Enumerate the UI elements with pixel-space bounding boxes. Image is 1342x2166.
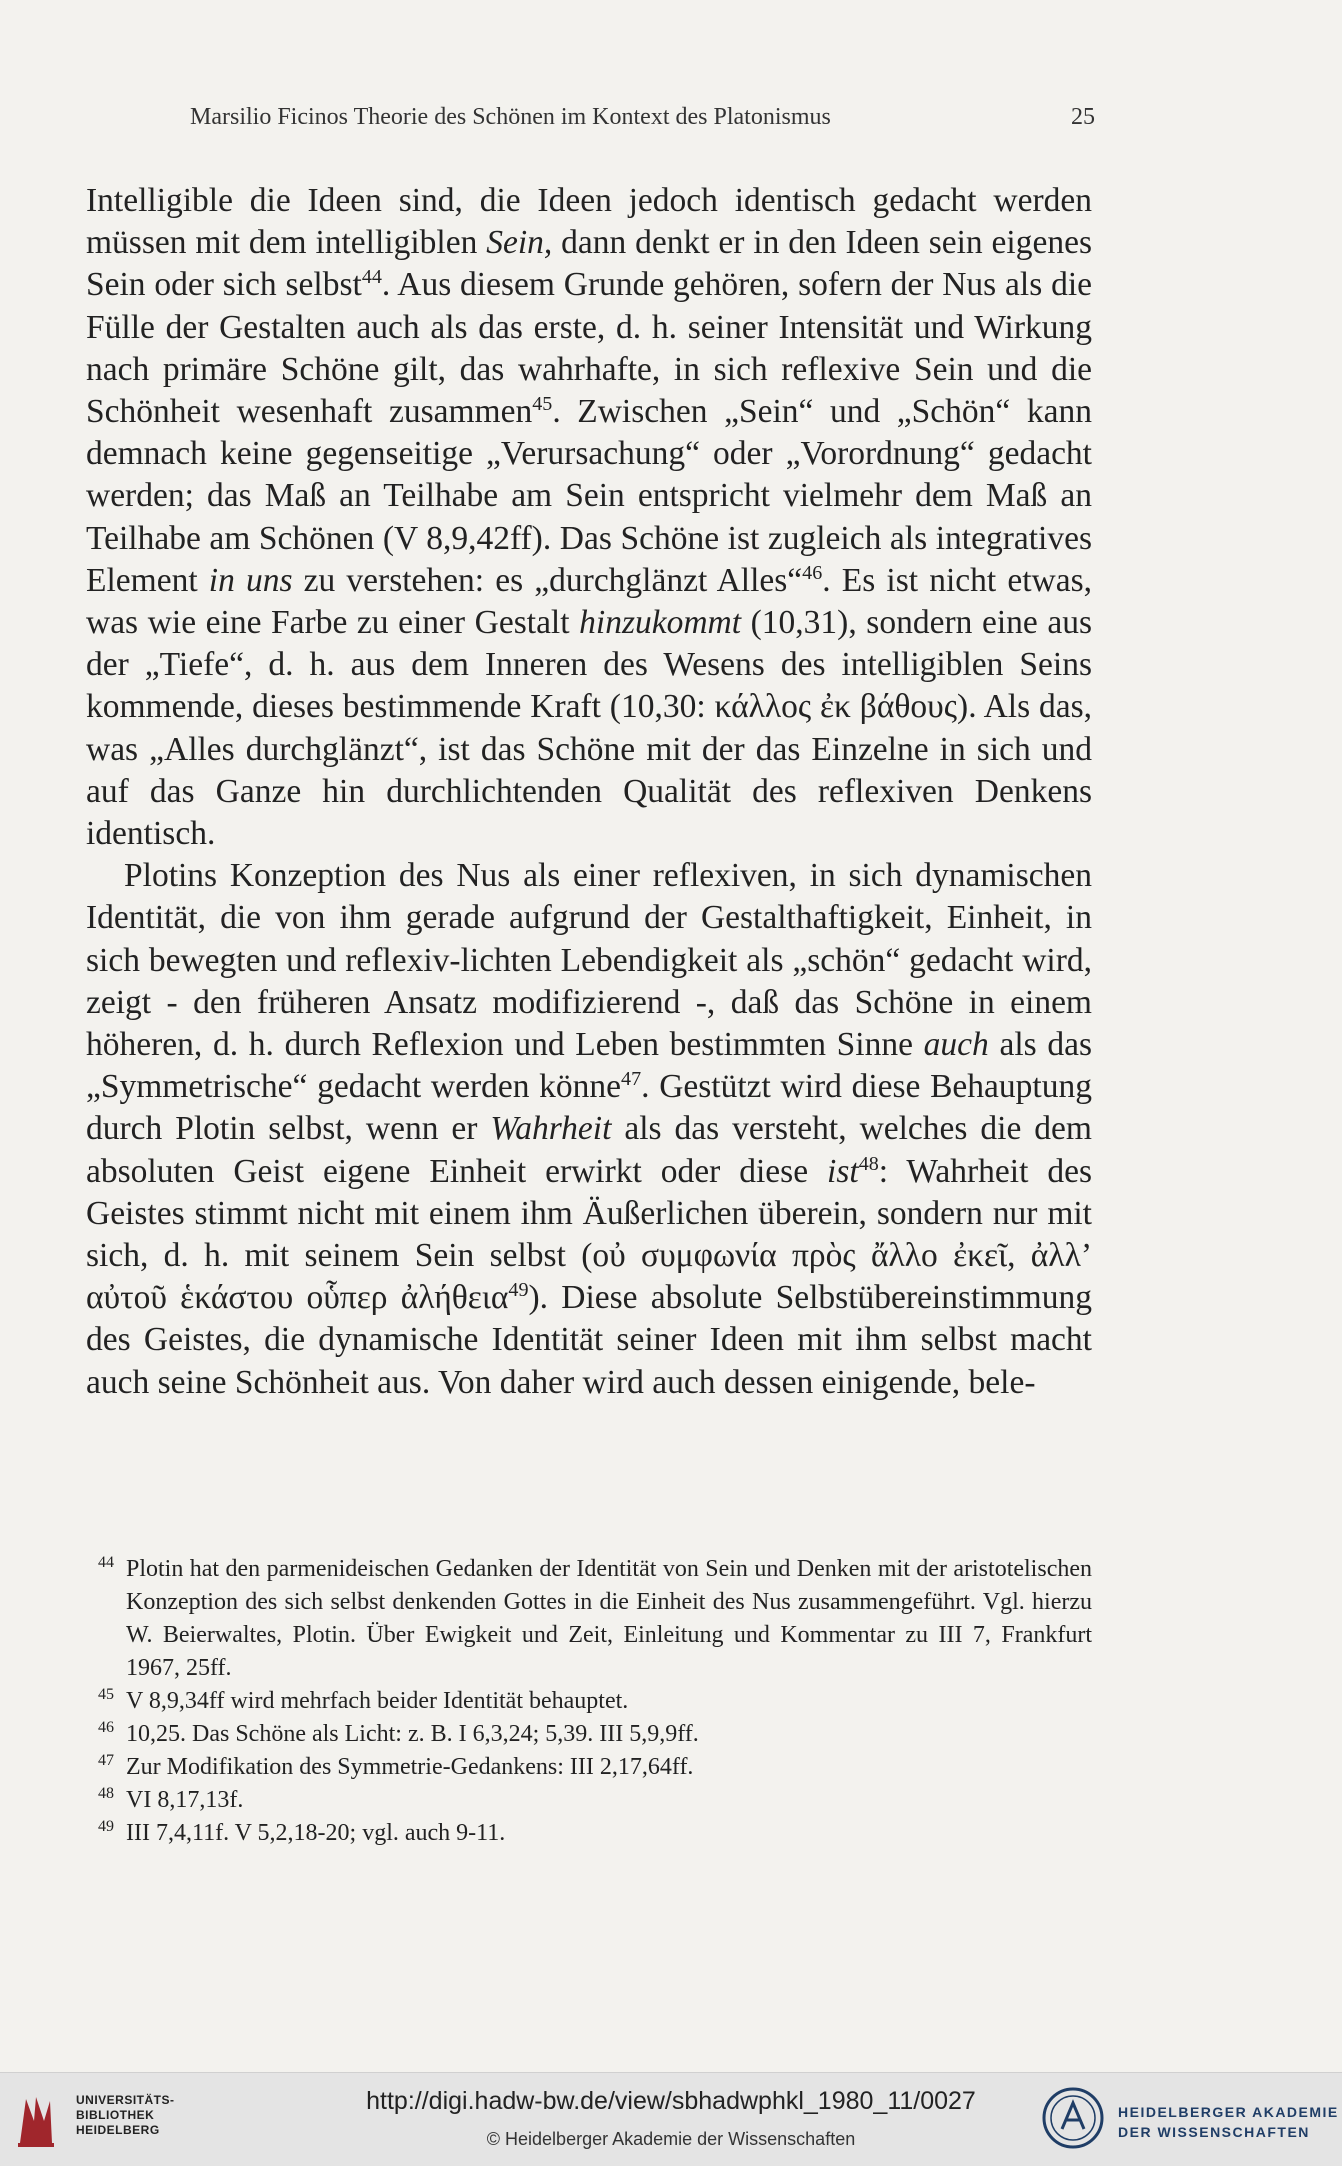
footnote-ref-48[interactable]: 48 bbox=[858, 1152, 879, 1175]
main-text bbox=[86, 180, 1092, 1404]
footnote: 44 Plotin hat den parmenideischen Gedanken der Identität von Sein und Denken mit der aristotelischen Konzeption des sich selbst denkenden Gottes in die Einheit des Nus zusammengeführt. Vgl. hierzu W. Beierwaltes, Plotin. Über Ewigkeit und Zeit, Einleitung und Kommentar zu III 7, Frankfurt 1967, 25ff. bbox=[98, 1554, 1092, 1681]
footnote-ref-49[interactable]: 49 bbox=[508, 1279, 529, 1302]
copyright-notice: © Heidelberger Akademie der Wissenschaften bbox=[486, 2129, 856, 2149]
footnote-text: V 8,9,34ff wird mehrfach beider Identität behauptet. bbox=[126, 1688, 629, 1714]
footnote: 45 V 8,9,34ff wird mehrfach beider Identität behauptet. bbox=[98, 1686, 629, 1714]
footnote-ref-47[interactable]: 47 bbox=[621, 1068, 642, 1091]
footnote: 48 VI 8,17,13f. bbox=[98, 1785, 244, 1813]
footnote: 49 III 7,4,11f. V 5,2,18-20; vgl. auch 9-11. bbox=[98, 1818, 506, 1846]
footnote: 46 10,25. Das Schöne als Licht: z. B. I 6,3,24; 5,39. III 5,9,9ff. bbox=[98, 1719, 699, 1747]
library-name: UNIVERSITÄTS- BIBLIOTHEK HEIDELBERG bbox=[76, 2093, 175, 2137]
paragraph-1: Intelligible die Ideen sind, die Ideen jedoch identisch gedacht werden müssen mit dem intelligiblen Sein, dann denkt er in den Ideen sein eigenes Sein oder sich selbst$^{44}$. Aus diesem Grunde gehören, sofern der Nus als die Fülle der Gestalten auch als das erste, d. h. seiner Intensität und Wirkung nach primäre Schöne gilt, das wahrhafte, in sich reflexive Sein und die Schönheit wesenhaft zusammen$^{45}$. Zwischen „Sein“ und „Schön“ kann demnach keine gegenseitige „Verursachung“ oder „Vorordnung“ gedacht werden; das Maß an Teilhabe am Sein entspricht vielmehr dem Maß an Teilhabe am Schönen (V 8,9,42ff). Das Schöne ist zugleich als integratives Element in uns zu verstehen: es „durchglänzt Alles“$^{46}$. Es ist nicht etwas, was wie eine Farbe zu einer Gestalt hinzukommt (10,31), sondern eine aus der „Tiefe“, d. h. aus dem Inneren des Wesens des intelligiblen Seins kommende, dieses bestimmende Kraft (10,30: κάλλος ἐκ βάθους). Als das, was „Alles durchglänzt“, ist das Schöne mit der das Einzelne in sich und auf das Ganze hin durchlichtenden Qualität des reflexiven Denkens identisch. bbox=[86, 182, 1093, 853]
footnote-text: III 7,4,11f. V 5,2,18-20; vgl. auch 9-11. bbox=[126, 1820, 506, 1846]
footnotes bbox=[86, 1553, 1092, 1850]
footnote-text: Plotin hat den parmenideischen Gedanken der Identität von Sein und Denken mit der aristotelischen Konzeption des sich selbst denkenden Gottes in die Einheit des Nus zusammengeführt. Vgl. hierzu W. Beierwaltes, Plotin. Über Ewigkeit und Zeit, Einleitung und Kommentar zu III 7, Frankfurt 1967, 25ff. bbox=[126, 1556, 1092, 1681]
academy-name: HEIDELBERGER AKADEMIE DER WISSENSCHAFTEN bbox=[1118, 2104, 1339, 2140]
footer-bar bbox=[0, 2072, 1342, 2166]
footnote-ref-45[interactable]: 45 bbox=[532, 392, 553, 415]
running-header bbox=[190, 104, 1095, 131]
footnote-ref-44[interactable]: 44 bbox=[361, 266, 382, 289]
paragraph-2: Plotins Konzeption des Nus als einer reflexiven, in sich dynamischen Identität, die von ihm gerade aufgrund der Gestalthaftigkeit, Einheit, in sich bewegten und reflexiv-lichten Lebendigkeit als „schön“ gedacht wird, zeigt - den früheren Ansatz modifizierend -, daß das Schöne in einem höheren, d. h. durch Reflexion und Leben bestimmten Sinne auch als das „Symmetrische“ gedacht werden könne$^{47}$. Gestützt wird diese Behauptung durch Plotin selbst, wenn er Wahrheit als das versteht, welches die dem absoluten Geist eigene Einheit erwirkt oder diese ist$^{48}$: Wahrheit des Geistes stimmt nicht mit einem ihm Äußerlichen überein, sondern nur mit sich, d. h. mit seinem Sein selbst (οὐ συμφωνία πρὸς ἄλλο ἐκεῖ, ἀλλ’ αὐτοῦ ἑκάστου οὗπερ ἀλήθεια$^{49}$). Diese absolute Selbstübereinstimmung des Geistes, die dynamische Identität seiner Ideen mit ihm selbst macht auch seine Schönheit aus. Von daher wird auch dessen einigende, bele- bbox=[86, 857, 1093, 1401]
footnote-text: VI 8,17,13f. bbox=[126, 1787, 244, 1813]
permalink-url[interactable]: http://digi.hadw-bw.de/view/sbhadwphkl_1980_11/0027 bbox=[366, 2087, 976, 2115]
page-number: 25 bbox=[1071, 104, 1095, 130]
footnote-ref-46[interactable]: 46 bbox=[802, 561, 823, 584]
running-title: Marsilio Ficinos Theorie des Schönen im Kontext des Platonismus bbox=[190, 104, 831, 130]
academy-logo-icon bbox=[1042, 2087, 1104, 2149]
footnote-text: 10,25. Das Schöne als Licht: z. B. I 6,3,24; 5,39. III 5,9,9ff. bbox=[126, 1721, 699, 1747]
footnote-text: Zur Modifikation des Symmetrie-Gedankens: III 2,17,64ff. bbox=[126, 1754, 694, 1780]
footnote: 47 Zur Modifikation des Symmetrie-Gedankens: III 2,17,64ff. bbox=[98, 1752, 694, 1780]
